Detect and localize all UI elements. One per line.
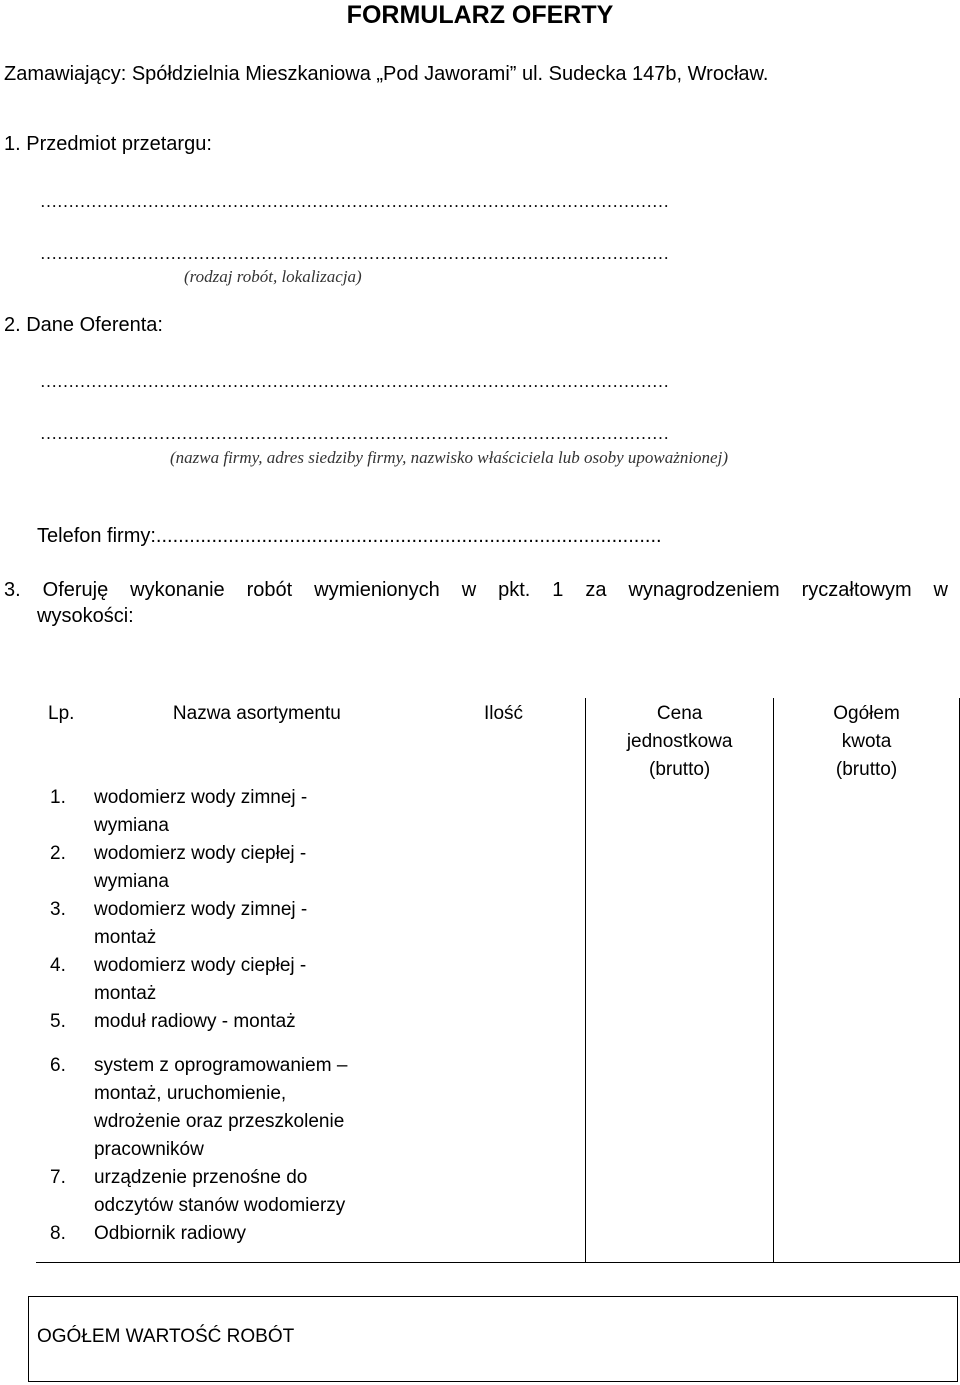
row-unit-price-cell[interactable] xyxy=(586,840,774,896)
spacer-cell xyxy=(422,1036,586,1052)
spacer-cell xyxy=(92,1036,422,1052)
row-unit-price-cell[interactable] xyxy=(586,952,774,1008)
header-unit-price-line: jednostkowa xyxy=(626,731,733,752)
table-row xyxy=(36,784,960,840)
row-total-cell[interactable] xyxy=(774,896,960,952)
header-unit-price-line: Cena xyxy=(656,703,703,724)
row-total-cell[interactable] xyxy=(774,1220,960,1263)
row-name-line: Odbiornik radiowy xyxy=(93,1223,247,1244)
row-qty-cell[interactable] xyxy=(422,1052,586,1164)
row-name xyxy=(92,1220,422,1263)
row-lp: 1. xyxy=(50,787,66,808)
row-name-line: urządzenie przenośne do xyxy=(93,1167,308,1188)
form-title: FORMULARZ OFERTY xyxy=(346,1,614,29)
row-lp: 2. xyxy=(50,843,66,864)
bidder-field-line-2[interactable]: ………………………………………………………………………………………………… xyxy=(40,424,669,443)
contracting-party: Zamawiający: Spółdzielnia Mieszkaniowa „Pod Jaworami” ul. Sudecka 147b, Wrocław. xyxy=(4,63,769,85)
subject-field-line-2[interactable]: ………………………………………………………………………………………………… xyxy=(40,244,669,263)
row-name xyxy=(92,1052,422,1164)
row-name-line: moduł radiowy - montaż xyxy=(93,1011,296,1032)
row-name xyxy=(92,1164,422,1220)
spacer-cell xyxy=(586,1036,774,1052)
row-name-line: wodomierz wody zimnej - xyxy=(93,787,308,808)
table-row xyxy=(36,840,960,896)
row-name xyxy=(92,1008,422,1036)
table-header-row xyxy=(36,698,960,784)
header-qty: Ilość xyxy=(483,703,524,724)
row-qty-cell[interactable] xyxy=(422,896,586,952)
row-lp: 7. xyxy=(50,1167,66,1188)
row-name-line: pracowników xyxy=(93,1139,204,1160)
row-total-cell[interactable] xyxy=(774,1164,960,1220)
row-unit-price-cell[interactable] xyxy=(586,896,774,952)
table-row xyxy=(36,952,960,1008)
table-row xyxy=(36,1164,960,1220)
header-unit-price xyxy=(586,698,774,784)
header-unit-price-line: (brutto) xyxy=(649,759,711,780)
table-row xyxy=(36,896,960,952)
row-lp: 3. xyxy=(50,899,66,920)
row-qty-cell[interactable] xyxy=(422,1220,586,1263)
row-name xyxy=(92,840,422,896)
table-row xyxy=(36,1052,960,1164)
row-qty-cell[interactable] xyxy=(422,952,586,1008)
row-total-cell[interactable] xyxy=(774,840,960,896)
table-row xyxy=(36,1220,960,1263)
row-unit-price-cell[interactable] xyxy=(586,784,774,840)
header-total-line: Ogółem xyxy=(833,703,900,724)
phone-field[interactable]: Telefon firmy:........................................................................................... xyxy=(37,525,662,547)
row-qty-cell[interactable] xyxy=(422,784,586,840)
row-name-line: wodomierz wody ciepłej - xyxy=(93,955,307,976)
header-total-line: (brutto) xyxy=(835,759,898,780)
row-name-line: wdrożenie oraz przeszkolenie xyxy=(93,1111,345,1132)
row-name xyxy=(92,896,422,952)
row-name-line: montaż xyxy=(93,983,157,1004)
row-unit-price-cell[interactable] xyxy=(586,1008,774,1036)
row-name-line: montaż xyxy=(93,927,157,948)
row-name-line: wymiana xyxy=(93,815,169,836)
row-unit-price-cell[interactable] xyxy=(586,1220,774,1263)
row-total-cell[interactable] xyxy=(774,1052,960,1164)
row-lp: 4. xyxy=(50,955,66,976)
header-lp: Lp. xyxy=(48,703,75,724)
row-unit-price-cell[interactable] xyxy=(586,1164,774,1220)
section-1-label: 1. Przedmiot przetargu: xyxy=(4,133,212,155)
subject-field-line-1[interactable]: ………………………………………………………………………………………………… xyxy=(40,192,669,211)
section-3-line-2: wysokości: xyxy=(37,605,134,627)
table-spacer-row xyxy=(36,1036,960,1052)
total-value-box[interactable] xyxy=(28,1296,958,1382)
bidder-field-hint: (nazwa firmy, adres siedziby firmy, nazwisko właściciela lub osoby upoważnionej) xyxy=(170,448,728,467)
row-name xyxy=(92,784,422,840)
row-name-line: odczytów stanów wodomierzy xyxy=(93,1195,346,1216)
row-name-line: wymiana xyxy=(93,871,169,892)
offer-table xyxy=(36,698,960,1263)
row-total-cell[interactable] xyxy=(774,1008,960,1036)
bidder-field-line-1[interactable]: ………………………………………………………………………………………………… xyxy=(40,372,669,391)
row-qty-cell[interactable] xyxy=(422,1008,586,1036)
subject-field-hint: (rodzaj robót, lokalizacja) xyxy=(184,267,362,286)
row-name xyxy=(92,952,422,1008)
row-total-cell[interactable] xyxy=(774,952,960,1008)
row-qty-cell[interactable] xyxy=(422,1164,586,1220)
header-name: Nazwa asortymentu xyxy=(172,703,341,724)
row-name-line: montaż, uruchomienie, xyxy=(93,1083,287,1104)
spacer-cell xyxy=(774,1036,960,1052)
row-name-line: system z oprogramowaniem – xyxy=(93,1055,348,1076)
spacer-cell xyxy=(36,1036,92,1052)
section-3-line-1: 3. Oferuję wykonanie robót wymienionych w pkt. 1 za wynagrodzeniem ryczałtowym w xyxy=(4,579,948,601)
row-lp: 6. xyxy=(50,1055,66,1076)
total-value-label: OGÓŁEM WARTOŚĆ ROBÓT xyxy=(37,1326,295,1347)
section-2-label: 2. Dane Oferenta: xyxy=(4,314,163,336)
row-unit-price-cell[interactable] xyxy=(586,1052,774,1164)
header-total-line: kwota xyxy=(841,731,892,752)
row-qty-cell[interactable] xyxy=(422,840,586,896)
row-name-line: wodomierz wody zimnej - xyxy=(93,899,308,920)
row-lp: 5. xyxy=(50,1011,66,1032)
row-lp: 8. xyxy=(36,1220,92,1263)
row-name-line: wodomierz wody ciepłej - xyxy=(93,843,307,864)
table-row xyxy=(36,1008,960,1036)
row-total-cell[interactable] xyxy=(774,784,960,840)
header-total xyxy=(774,698,960,784)
